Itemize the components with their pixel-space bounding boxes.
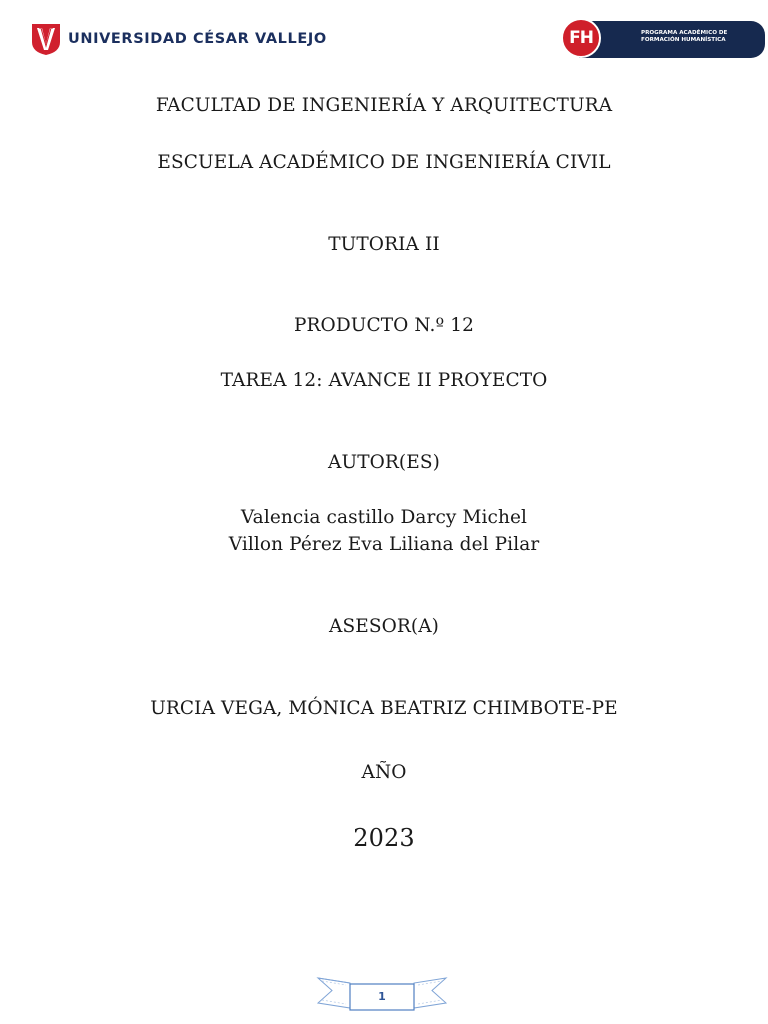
fh-caption-line2: FORMACIÓN HUMANÍSTICA: [641, 37, 726, 43]
author-name: Villon Pérez Eva Liliana del Pilar: [228, 534, 540, 555]
advisor-name: URCIA VEGA, MÓNICA BEATRIZ CHIMBOTE-PE: [150, 698, 618, 719]
page-number-footer: [316, 975, 448, 1013]
author-name: Valencia castillo Darcy Michel: [240, 507, 528, 528]
task-title: TAREA 12: AVANCE II PROYECTO: [220, 370, 548, 391]
fh-program-logo: [561, 18, 765, 60]
year-label: AÑO: [361, 762, 407, 783]
fh-caption: [641, 30, 727, 44]
ucv-shield-icon: [30, 22, 62, 56]
university-name: UNIVERSIDAD CÉSAR VALLEJO: [68, 31, 327, 47]
ucv-logo: [30, 22, 327, 56]
product-title: PRODUCTO N.º 12: [293, 315, 474, 336]
fh-caption-line1: PROGRAMA ACADÉMICO DE: [641, 30, 728, 36]
advisor-label: ASESOR(A): [328, 616, 439, 637]
year-value: 2023: [353, 824, 415, 852]
page-number: 1: [378, 990, 386, 1003]
page-header: [0, 14, 768, 66]
school-title: ESCUELA ACADÉMICO DE INGENIERÍA CIVIL: [157, 152, 611, 173]
faculty-title: FACULTAD DE INGENIERÍA Y ARQUITECTURA: [155, 95, 613, 116]
authors-label: AUTOR(ES): [328, 452, 440, 473]
fh-monogram: FH: [561, 18, 601, 58]
course-title: TUTORIA II: [328, 234, 440, 255]
